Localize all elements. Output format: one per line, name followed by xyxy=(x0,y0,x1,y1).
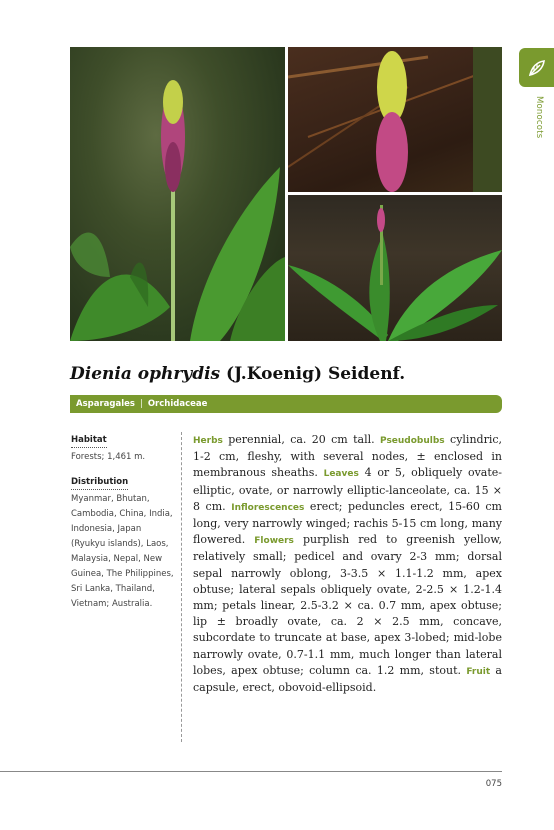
species-author: (J.Koenig) Seidenf. xyxy=(226,364,406,384)
page-number: 075 xyxy=(485,779,502,789)
photo-habit xyxy=(288,195,502,341)
habitat-heading: Habitat xyxy=(71,434,107,448)
photo-plant-closeup xyxy=(70,47,285,341)
habitat-text: Forests; 1,461 m. xyxy=(71,452,146,462)
desc-text-herbs: perennial, ca. 20 cm tall. xyxy=(222,433,380,446)
footer-rule xyxy=(0,771,502,772)
taxonomy-family: Orchidaceae xyxy=(147,399,208,409)
distribution-heading: Distribution xyxy=(71,476,128,490)
distribution-block xyxy=(71,475,175,612)
sidebar-info xyxy=(71,433,175,622)
habitat-block xyxy=(71,433,175,465)
species-name: Dienia ophrydis xyxy=(70,364,221,384)
desc-label-pseudobulbs: Pseudobulbs xyxy=(380,436,445,446)
desc-label-flowers: Flowers xyxy=(254,536,294,547)
leaf-icon xyxy=(527,58,547,78)
taxonomy-bar xyxy=(70,395,502,413)
desc-label-fruit: Fruit xyxy=(466,666,491,677)
taxonomy-order: Asparagales xyxy=(76,399,135,409)
desc-label-herbs: Herbs xyxy=(193,436,223,446)
distribution-text: Myanmar, Bhutan, Cambodia, China, India, Indonesia, Japan (Ryukyu islands), Laos, Malaysia, Nepal, New Guinea, The Philippines, Sri Lanka, Thailand, Vietnam; Australia. xyxy=(71,494,174,609)
desc-text-flowers: purplish red to greenish yellow, relatively small; pedicel and ovary 2-3 mm; dorsal sepal narrowly oblong, 3-3.5 × 1.1-1.2 mm, apex obtuse; lateral sepals obliquely ovate, 2-2.5 × 1.2-1.4 mm; petals linear, 2.5-3.2 × ca. 0.7 mm, apex obtuse; lip ± broadly ovate, ca. 2 × 2.5 mm, concave, subcordate to truncate at base, apex 3-lobed; mid-lobe narrowly ovate, 0.7-1.1 mm, much longer than lateral lobes, apex obtuse; column ca. 1.2 mm, stout. xyxy=(193,533,503,677)
description-text xyxy=(193,432,502,696)
desc-text-leaves: 4 or 5, obliquely ovate-elliptic, ovate, or narrowly elliptic-lanceolate, ca. 15 × 8 cm. xyxy=(193,466,503,513)
section-tab xyxy=(519,48,554,87)
section-label: Monocots xyxy=(534,96,544,139)
desc-text-pseudobulbs: cylindric, 1-2 cm, fleshy, with several nodes, ± enclosed in membranous sheaths. xyxy=(193,433,503,480)
desc-label-inflorescences: Inflorescences xyxy=(231,502,305,513)
photo-inflorescence xyxy=(288,47,502,192)
column-divider xyxy=(181,432,182,742)
taxonomy-separator: | xyxy=(139,399,143,409)
desc-label-leaves: Leaves xyxy=(323,469,359,480)
photo-panel xyxy=(70,47,502,341)
species-title xyxy=(70,364,405,384)
desc-text-inflorescences: erect; peduncles erect, 15-60 cm long, very narrowly winged; rachis 5-15 cm long, many flowered. xyxy=(193,499,502,547)
desc-text-fruit: a capsule, erect, obovoid-ellipsoid. xyxy=(193,663,502,695)
